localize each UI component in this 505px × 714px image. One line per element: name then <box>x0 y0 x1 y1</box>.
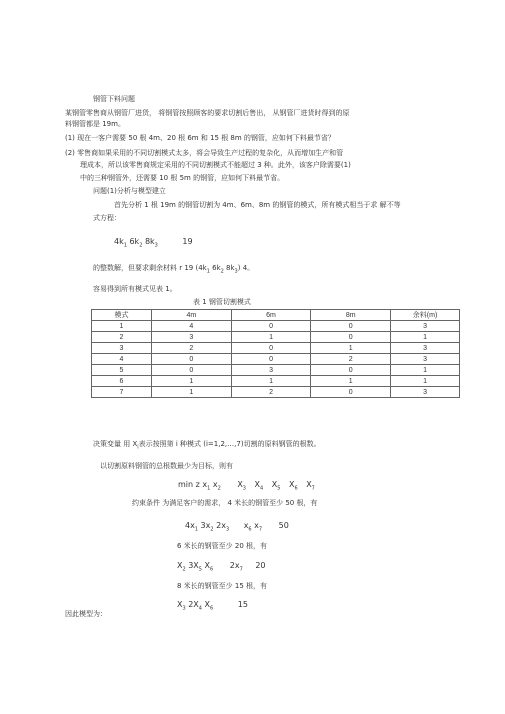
header-8m: 8m <box>311 310 391 321</box>
obj-x7 <box>306 480 315 492</box>
eq-term-3: 8k <box>144 237 155 246</box>
cell: 4 <box>152 321 232 332</box>
constraint-6m <box>177 561 266 575</box>
cell: 3 <box>391 354 460 365</box>
intro-line-2: 料钢管都是 19m。 <box>65 120 125 128</box>
cell: 3 <box>391 343 460 354</box>
c1-t3: 2x <box>213 521 226 530</box>
header-leftover: 余料(m) <box>391 310 460 321</box>
c1-t2: 3x <box>198 521 211 530</box>
c3-t2: 2X <box>185 600 199 609</box>
c3-t1: X <box>177 600 183 609</box>
header-4m: 4m <box>152 310 232 321</box>
obj-sub-3: 3 <box>242 485 246 492</box>
c2-s4: 7 <box>239 566 243 573</box>
section-heading: 问题(1)分析与模型建立 <box>93 187 166 195</box>
cell: 1 <box>152 376 232 387</box>
table-row <box>92 354 460 365</box>
cell: 4 <box>92 354 152 365</box>
cell: 2 <box>92 332 152 343</box>
analysis-line-1: 首先分析 1 根 19m 的钢管切割为 4m、6m、8m 的钢管的模式，所有模式相当于求 解不等 <box>114 201 401 209</box>
obj-x3 <box>237 480 246 492</box>
cell: 3 <box>391 387 460 398</box>
cell: 2 <box>311 354 391 365</box>
cell: 1 <box>231 376 311 387</box>
cell: 2 <box>152 343 232 354</box>
decision-variables <box>93 440 321 452</box>
cell: 2 <box>231 387 311 398</box>
constraint-6m-description: 6 米长的钢管至少 20 根，有 <box>177 542 268 550</box>
cell: 0 <box>231 321 311 332</box>
constraint-8m-description: 8 米长的钢管至少 15 根，有 <box>177 582 268 590</box>
cell: 0 <box>311 387 391 398</box>
cell: 5 <box>92 365 152 376</box>
constraint-8m <box>177 600 248 614</box>
cell: 6 <box>92 376 152 387</box>
table-intro: 容易得到所有模式见表 1。 <box>93 285 177 293</box>
c2-t1: X <box>177 561 183 570</box>
c2-t3: X <box>201 561 211 570</box>
c1-s5: 7 <box>258 526 263 533</box>
constraint-4m <box>185 521 289 535</box>
obj-x5 <box>271 480 281 492</box>
c1-t5: x <box>251 521 259 530</box>
constraint-heading: 约束条件 为满足客户的需求， 4 米长的钢管至少 50 根，有 <box>132 499 318 507</box>
remainder-line <box>93 264 254 276</box>
intro-line-1: 某钢管零售商从钢管厂进货， 将钢管按照顾客的要求切割后售出， 从钢管厂进货时得到的原 <box>65 109 350 117</box>
obj-x2: x <box>210 480 218 489</box>
obj-sub-2: 2 <box>217 485 221 492</box>
c2-s3: 6 <box>210 566 214 573</box>
dv-text-1: 决策变量 用 X <box>93 440 138 448</box>
table-row <box>92 321 460 332</box>
rem-sub-3: 3 <box>234 268 238 275</box>
c1-s2: 2 <box>210 526 214 533</box>
c2-rhs: 20 <box>255 561 266 570</box>
remainder-text-3: 8k <box>223 264 235 272</box>
cell: 1 <box>92 321 152 332</box>
obj-x-letter: X <box>288 480 295 489</box>
c1-s3: 3 <box>225 526 230 533</box>
objective-description: 以切割原料钢管的总根数最少为目标，则有 <box>100 462 233 470</box>
remainder-text-4: ) 4。 <box>237 264 255 272</box>
cell: 3 <box>391 321 460 332</box>
remainder-text-2: 6k <box>209 264 221 272</box>
model-conclusion: 因此模型为： <box>65 610 107 618</box>
question-2-line-2: 理成本，所以该零售商规定采用的不同切割模式不能超过 3 种。此外，该客户除需要(1) <box>80 161 351 169</box>
rem-sub-1: 1 <box>206 268 210 275</box>
cell: 0 <box>152 365 232 376</box>
c2-t4: 2x <box>229 561 240 570</box>
question-1: (1) 现在一客户需要 50 根 4m、20 根 6m 和 15 根 8m 的钢管，应如何下料最节省？ <box>65 134 335 142</box>
c3-s2: 4 <box>198 605 202 612</box>
eq-sub-1: 1 <box>123 242 127 249</box>
c3-s1: 3 <box>182 605 186 612</box>
obj-sub-1: 1 <box>207 485 211 492</box>
cell: 1 <box>231 332 311 343</box>
c1-s1: 1 <box>194 526 199 533</box>
c3-rhs: 15 <box>237 600 248 609</box>
table-row <box>92 365 460 376</box>
obj-sub-4: 4 <box>260 485 264 492</box>
remainder-text-1: 的整数解，但要求剩余材料 r 19 (4k <box>93 264 207 272</box>
c1-t4: x <box>243 521 249 530</box>
cell: 1 <box>152 387 232 398</box>
obj-x-letter: X <box>254 480 261 489</box>
analysis-line-2: 式方程： <box>93 214 121 222</box>
obj-min-z: min z x <box>178 480 208 489</box>
cell: 3 <box>231 365 311 376</box>
cell: 3 <box>92 343 152 354</box>
header-pattern: 模式 <box>92 310 152 321</box>
obj-x-letter: X <box>237 480 243 489</box>
eq-sub-2: 2 <box>139 242 143 249</box>
problem-title: 钢管下料问题 <box>93 95 135 103</box>
c1-rhs: 50 <box>278 521 289 530</box>
cell: 1 <box>391 332 460 343</box>
eq-term-2: 6k <box>129 237 140 246</box>
table-row <box>92 332 460 343</box>
obj-x-letter: X <box>271 480 278 489</box>
eq-term-1: 4k <box>114 237 124 246</box>
c2-t2: 3X <box>185 561 199 570</box>
table-row <box>92 376 460 387</box>
cell: 1 <box>311 343 391 354</box>
dv-text-2: 表示按照第 i 种模式 (i=1,2,…,7)切割的原料钢管的根数。 <box>138 440 321 448</box>
eq-value: 19 <box>182 237 193 246</box>
c2-s2: 5 <box>198 566 202 573</box>
inequality-equation <box>114 237 193 251</box>
c1-t1: 4x <box>185 521 195 530</box>
cell: 0 <box>231 343 311 354</box>
table-header-row <box>92 310 460 321</box>
cell: 0 <box>311 365 391 376</box>
cell: 1 <box>391 376 460 387</box>
cutting-patterns-table <box>91 309 460 398</box>
c3-t3: X <box>201 600 211 609</box>
obj-sub-6: 6 <box>294 485 298 492</box>
obj-x-letter: X <box>306 480 312 489</box>
rem-sub-2: 2 <box>220 268 224 275</box>
cell: 1 <box>311 376 391 387</box>
cell: 0 <box>231 354 311 365</box>
header-6m: 6m <box>231 310 311 321</box>
table-row <box>92 387 460 398</box>
table-caption: 表 1 钢管切割模式 <box>193 298 251 306</box>
c3-s3: 6 <box>210 605 214 612</box>
dv-sub: i <box>137 444 139 451</box>
cell: 0 <box>311 332 391 343</box>
c2-s1: 2 <box>182 566 186 573</box>
obj-x6 <box>288 480 298 492</box>
c1-s4: 6 <box>248 526 252 533</box>
obj-x4 <box>254 480 264 492</box>
objective-function <box>178 480 315 494</box>
obj-sub-5: 5 <box>277 485 281 492</box>
cell: 7 <box>92 387 152 398</box>
cell: 0 <box>311 321 391 332</box>
question-2-line-1: (2) 零售商如果采用的不同切割模式太多，将会导致生产过程的复杂化，从而增加生产和管 <box>65 149 344 157</box>
question-2-line-3: 中的三种钢管外，还需要 10 根 5m 的钢管，应如何下料最节省。 <box>80 174 285 182</box>
cell: 0 <box>152 354 232 365</box>
eq-sub-3: 3 <box>154 242 158 249</box>
obj-sub-7: 7 <box>311 485 315 492</box>
cell: 3 <box>152 332 232 343</box>
table-row <box>92 343 460 354</box>
cell: 1 <box>391 365 460 376</box>
